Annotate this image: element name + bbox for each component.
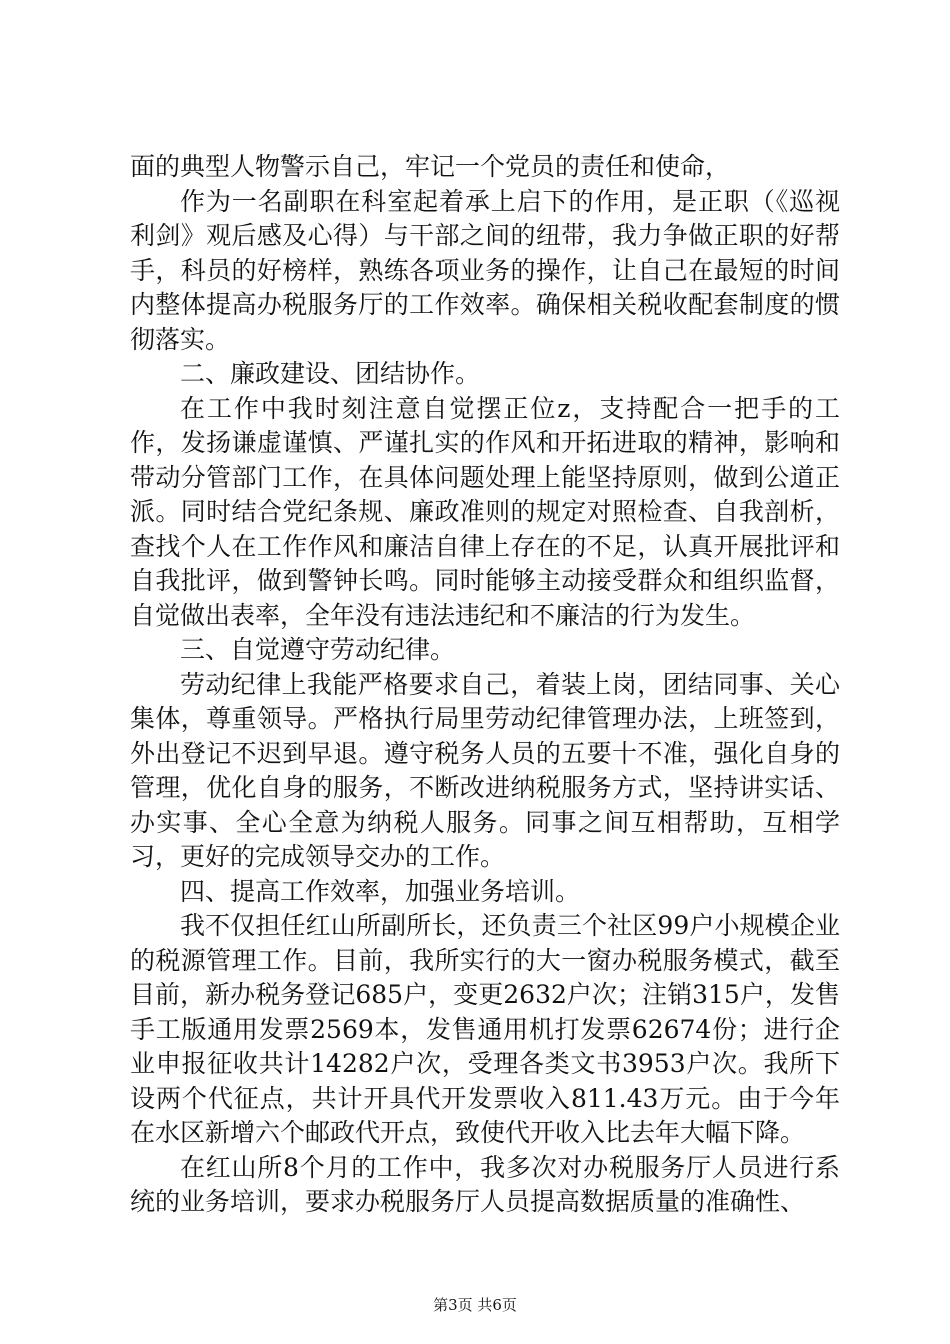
- paragraph-deputy-role: 作为一名副职在科室起着承上启下的作用，是正职（《巡视利剑》观后感及心得）与干部之间的纽带，我力争做正职的好帮手，科员的好榜样，熟练各项业务的操作，让自己在最短的时间内整体提高办税服务厅的工作效率。确保相关税收配套制度的惯彻落实。: [130, 186, 840, 354]
- paragraph-integrity: 在工作中我时刻注意自觉摆正位z，支持配合一把手的工作，发扬谦虚谨慎、严谨扎实的作风和开拓进取的精神，影响和带动分管部门工作，在具体问题处理上能坚持原则，做到公道正派。同时结合党纪条规、廉政准则的规定对照检查、自我剖析，查找个人在工作作风和廉洁自律上存在的不足，认真开展批评和自我批评，做到警钟长鸣。同时能够主动接受群众和组织监督，自觉做出表率，全年没有违法违纪和不廉洁的行为发生。: [130, 393, 840, 630]
- page-number-footer: 第3页 共6页: [433, 1296, 517, 1314]
- section-heading-discipline: 三、自觉遵守劳动纪律。: [180, 635, 456, 664]
- section-heading-integrity: 二、廉政建设、团结协作。: [180, 359, 481, 388]
- section-heading-efficiency: 四、提高工作效率，加强业务培训。: [180, 876, 581, 906]
- paragraph-efficiency: 我不仅担任红山所副所长，还负责三个社区99户小规模企业的税源管理工作。目前，我所实行的大一窗办税服务模式，截至目前，新办税务登记685户，变更2632户次；注销315户，发售手工版通用发票2569本，发售通用机打发票62674份；进行企业申报征收共计14282户次，受理各类文书3953户次。我所下设两个代征点，共计开具代开发票收入811.43万元。由于今年在水区新增六个邮政代开点，致使代开收入比去年大幅下降。: [130, 911, 840, 1147]
- paragraph-training: 在红山所8个月的工作中，我多次对办税服务厅人员进行系统的业务培训，要求办税服务厅人员提高数据质量的准确性、: [130, 1152, 840, 1216]
- paragraph-discipline: 劳动纪律上我能严格要求自己，着装上岗，团结同事、关心集体，尊重领导。严格执行局里劳动纪律管理办法，上班签到，外出登记不迟到早退。遵守税务人员的五要十不准，强化自身的管理，优化自身的服务，不断改进纳税服务方式，坚持讲实话、办实事、全心全意为纳税人服务。同事之间互相帮助，互相学习，更好的完成领导交办的工作。: [130, 669, 840, 871]
- paragraph-continuation: 面的典型人物警示自己，牢记一个党员的责任和使命，: [130, 152, 731, 181]
- document-body: [130, 150, 840, 1220]
